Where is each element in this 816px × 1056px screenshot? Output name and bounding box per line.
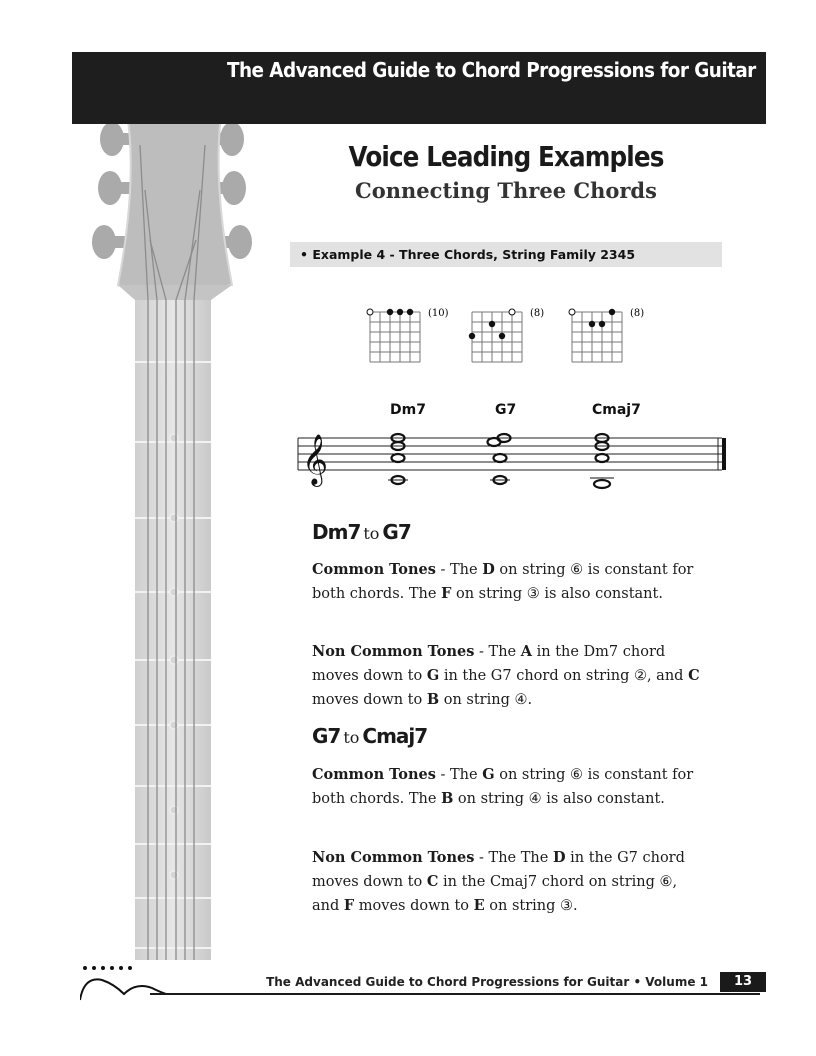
heading-to: G7 [382,520,411,544]
page-number: 13 [720,972,766,992]
treble-clef-icon: 𝄞 [302,434,329,485]
footer-text: The Advanced Guide to Chord Progressions for Guitar • Volume 1 [266,975,708,989]
footer-rule [150,993,760,995]
heading-from: G7 [312,724,341,748]
example-label: • Example 4 - Three Chords, String Family 2345 [300,247,636,262]
chord-diagram-1 [367,308,449,362]
music-staff [298,438,722,470]
header-title: The Advanced Guide to Chord Progressions for Guitar [227,58,756,82]
chord-name-cmaj7: Cmaj7 [592,402,641,418]
heading-to-word: to [343,728,360,747]
paragraph-common-tones-1: Common Tones - The D on string ⑥ is constant for both chords. The F on string ③ is also constant. [312,561,694,602]
heading-from: Dm7 [312,520,361,544]
chord-name-g7: G7 [495,402,517,418]
footer-guitar-icon [80,964,170,1004]
heading-to-word: to [363,524,380,543]
example-label-bar [290,242,722,267]
chord-diagram-2 [469,308,544,362]
paragraph-non-common-tones-1: Non Common Tones - The A in the Dm7 chord moves down to G in the G7 chord on string ②, and C moves down to B on string ④. [312,643,700,708]
section-heading-g7-to-cmaj7 [312,724,427,748]
page-subtitle: Connecting Three Chords [355,178,657,203]
paragraph-common-tones-2: Common Tones - The G on string ⑥ is constant for both chords. The B on string ④ is also constant. [312,766,694,807]
chord-name-dm7: Dm7 [390,402,426,418]
chord-diagram-1-fret: (10) [428,308,449,319]
chord-example-figure [290,290,730,500]
heading-to: Cmaj7 [362,724,428,748]
chord-diagram-2-fret: (8) [530,308,545,319]
chord-diagram-3 [569,308,644,362]
page-title: Voice Leading Examples [348,140,664,173]
guitar-neck-illustration [0,0,300,960]
paragraph-non-common-tones-2: Non Common Tones - The The D in the G7 chord moves down to C in the Cmaj7 chord on string ⑥, and F moves down to E on string ③. [312,849,685,914]
section-heading-dm7-to-g7 [312,520,411,544]
chord-diagram-3-fret: (8) [630,308,645,319]
header-bar [72,52,766,124]
